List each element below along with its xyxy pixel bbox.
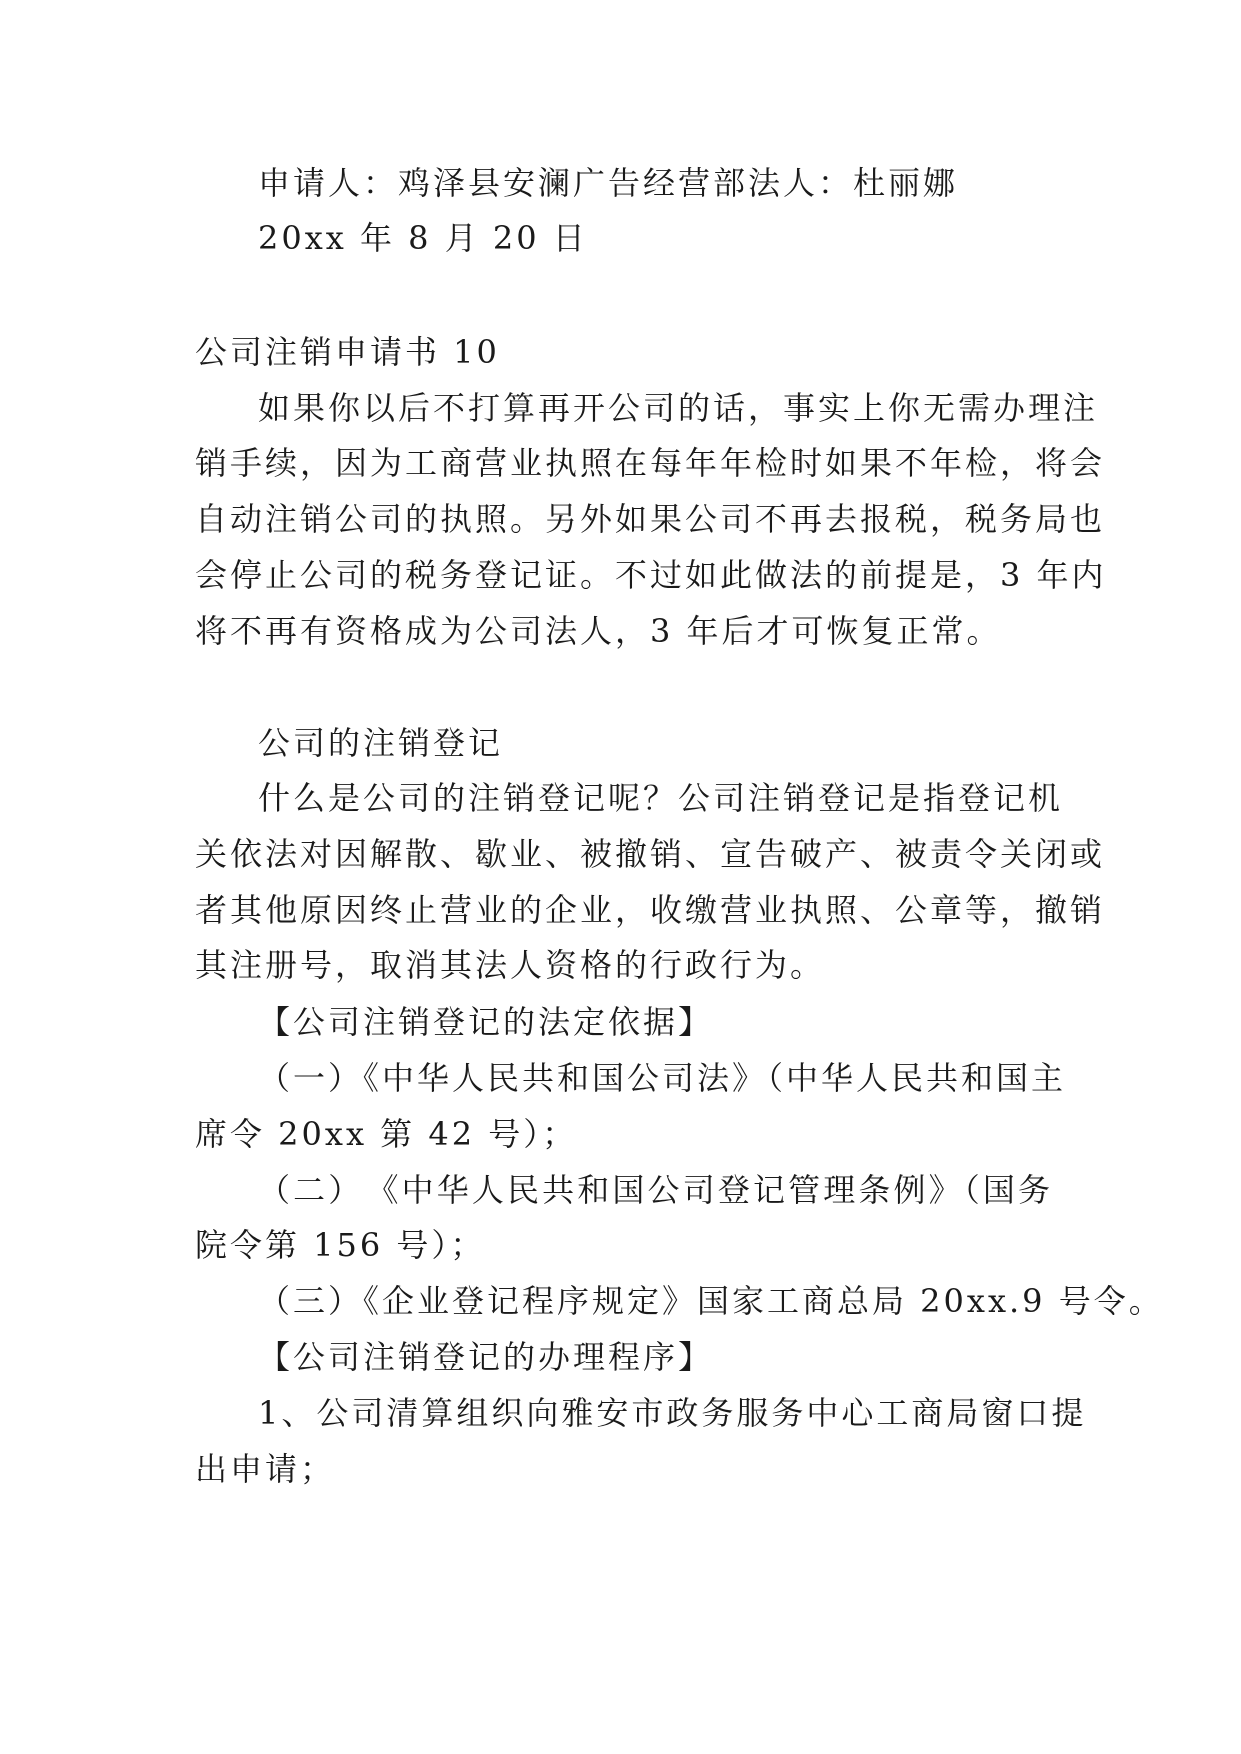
- legal-item-line: 院令第 156 号）；: [195, 1226, 486, 1264]
- date-line: 20xx 年 8 月 20 日: [258, 219, 588, 257]
- paragraph-line: 关依法对因解散、歇业、被撤销、宣告破产、被责令关闭或: [195, 835, 1106, 873]
- paragraph-line: 其注册号，取消其法人资格的行政行为。: [195, 946, 826, 984]
- subsection-heading: 公司的注销登记: [258, 724, 504, 762]
- legal-item-line: （三）《企业登记程序规定》国家工商总局 20xx.9 号令。: [258, 1282, 1164, 1320]
- paragraph-line: 将不再有资格成为公司法人，3 年后才可恢复正常。: [195, 612, 1002, 650]
- paragraph-line: 如果你以后不打算再开公司的话，事实上你无需办理注: [258, 389, 1099, 427]
- paragraph-line: 会停止公司的税务登记证。不过如此做法的前提是，3 年内: [195, 556, 1107, 594]
- paragraph-line: 自动注销公司的执照。另外如果公司不再去报税，税务局也: [195, 500, 1106, 538]
- paragraph-line: 什么是公司的注销登记呢？公司注销登记是指登记机: [258, 779, 1064, 817]
- paragraph-line: 者其他原因终止营业的企业，收缴营业执照、公章等，撤销: [195, 891, 1106, 929]
- paragraph-line: 销手续，因为工商营业执照在每年年检时如果不年检，将会: [195, 444, 1106, 482]
- section-title: 公司注销申请书 10: [195, 333, 500, 371]
- procedure-line: 1、公司清算组织向雅安市政务服务中心工商局窗口提: [258, 1394, 1087, 1432]
- applicant-line: 申请人：鸡泽县安澜广告经营部法人：杜丽娜: [258, 164, 959, 202]
- legal-item-line: （一）《中华人民共和国公司法》（中华人民共和国主: [258, 1059, 1067, 1097]
- legal-item-line: 席令 20xx 第 42 号）；: [195, 1115, 578, 1153]
- procedure-heading: 【公司注销登记的办理程序】: [258, 1338, 714, 1376]
- procedure-line: 出申请；: [195, 1450, 336, 1488]
- legal-item-line: （二） 《中华人民共和国公司登记管理条例》（国务: [258, 1171, 1053, 1209]
- legal-basis-heading: 【公司注销登记的法定依据】: [258, 1003, 714, 1041]
